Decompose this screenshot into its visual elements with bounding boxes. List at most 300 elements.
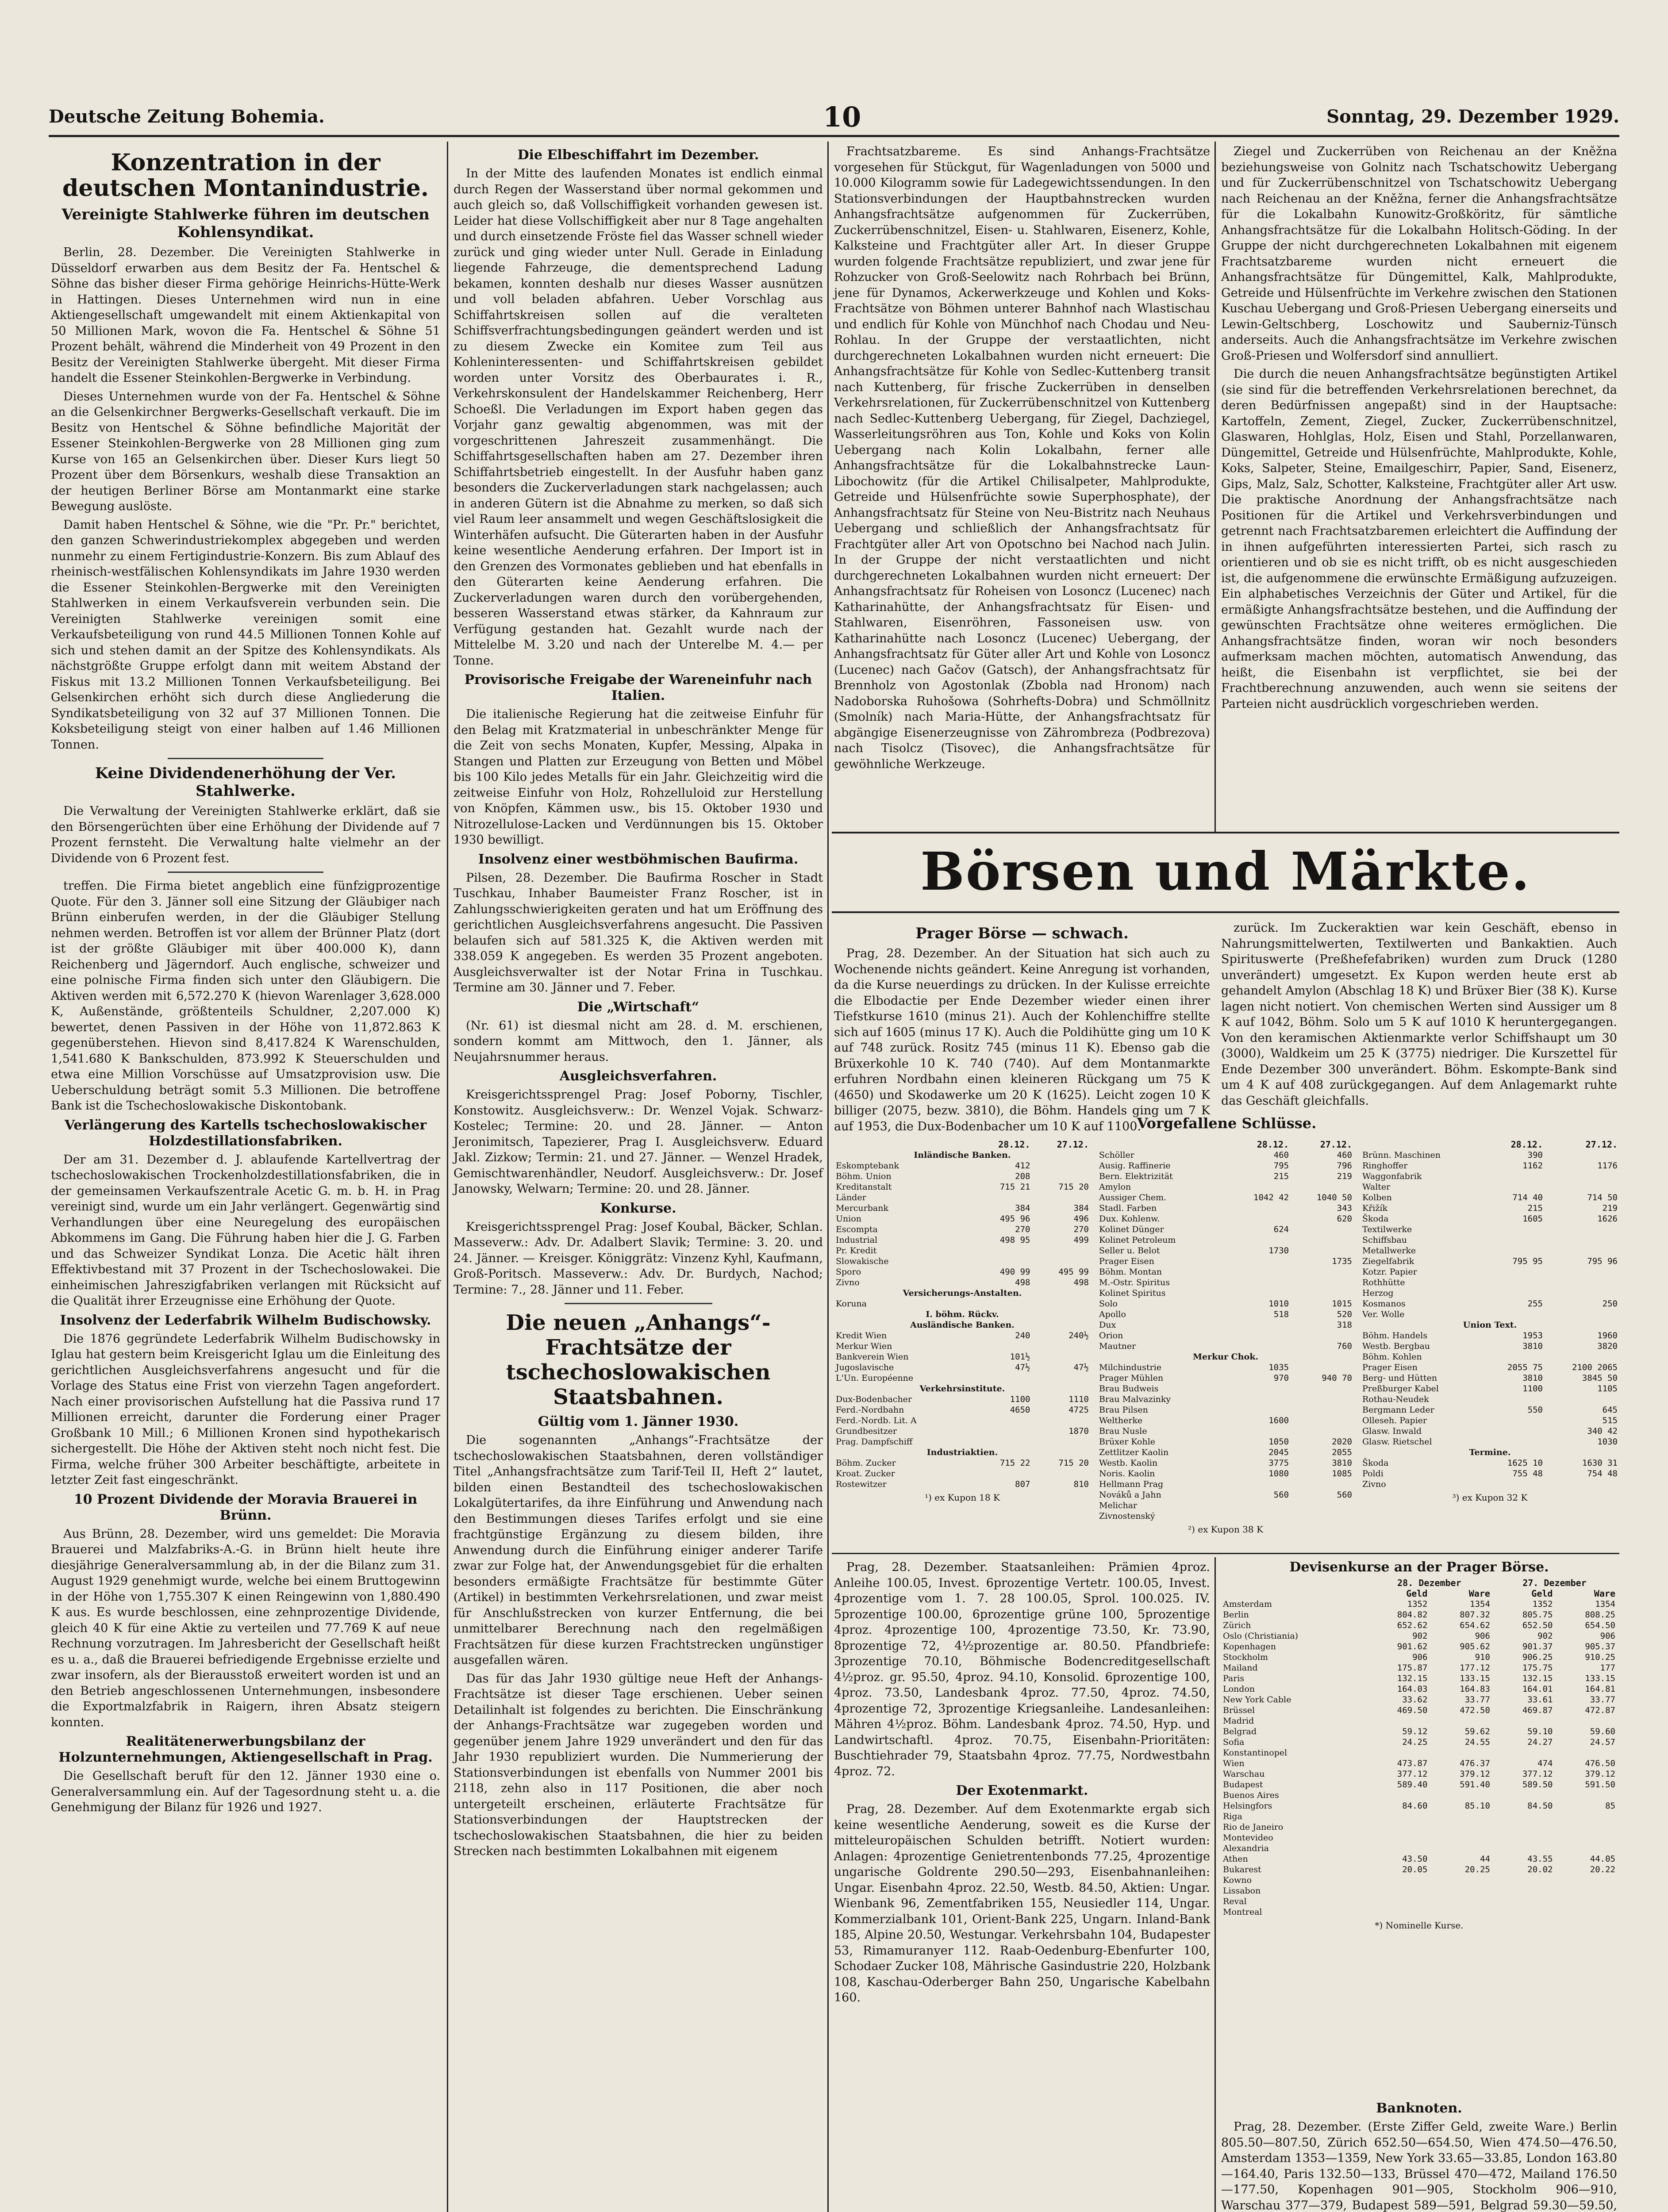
security-name: Milchindustrie (1099, 1363, 1161, 1372)
column-divider (827, 142, 829, 2212)
security-name: Riga (1223, 1812, 1242, 1821)
security-name: Aussiger Chem. (1099, 1193, 1167, 1202)
security-name: Kredit Wien (836, 1331, 887, 1340)
rate-value: 2055 (1332, 1448, 1352, 1457)
rate-value (1227, 1405, 1291, 1415)
table-row (1361, 1256, 1619, 1267)
security-name: Ferd.-Nordbahn (836, 1405, 904, 1415)
security-name: Nováků a Jahn (1099, 1490, 1161, 1500)
fx-title: Devisenkurse an der Prager Börse. (1289, 1559, 1549, 1575)
table-row (834, 1277, 1091, 1288)
table-row (1097, 1256, 1354, 1267)
rate-value (1429, 1896, 1492, 1907)
footnote: ³) ex Kupon 32 K (1452, 1492, 1528, 1503)
security-name: Glasw. Rietschel (1362, 1437, 1432, 1447)
rate-value (1545, 1245, 1619, 1256)
rate-value: 1100 (1010, 1394, 1030, 1404)
table-row (1097, 1436, 1354, 1447)
rate-value (1545, 1171, 1619, 1182)
separator (168, 872, 323, 873)
rate-value: 795 96 (1587, 1256, 1618, 1266)
table-row (1361, 1235, 1619, 1245)
rate-value: 1085 (1332, 1469, 1352, 1479)
security-name: Prager Eisen (1362, 1363, 1418, 1372)
rate-value: 33.61 (1527, 1695, 1553, 1705)
table-row (1097, 1245, 1354, 1256)
rate-value: 1730 (1268, 1246, 1289, 1256)
article-paragraph: Die Verwaltung der Vereinigten Stahlwerke erklärt, daß sie den Börsengerüchten über eine Erhöhung der Dividende auf 7 Prozent fernsteht. Die Verwaltung halte vielmehr an der Dividende von 6 Prozent fest. (51, 804, 440, 865)
table-row (1097, 1362, 1354, 1373)
closings-title: Vorgefallene Schlüsse. (1137, 1115, 1317, 1132)
rate-value (1485, 1288, 1545, 1298)
security-name: Budapest (1223, 1780, 1263, 1790)
table-row (1221, 1822, 1617, 1832)
rate-value (1227, 1288, 1291, 1298)
table-row (1097, 1330, 1354, 1341)
date-header: 27.12. (1320, 1139, 1352, 1150)
security-name: Union (836, 1214, 862, 1224)
table-row (1361, 1277, 1619, 1288)
rate-value: 175.87 (1397, 1663, 1428, 1673)
table-row (1097, 1500, 1354, 1511)
rate-value: 3845 50 (1582, 1373, 1618, 1383)
rate-value (1227, 1256, 1291, 1267)
security-name: Amylon (1099, 1182, 1131, 1192)
rate-value: 495 99 (1058, 1267, 1089, 1277)
security-name: Poldi (1362, 1469, 1384, 1479)
security-name: Merkur Wien (836, 1341, 892, 1351)
rate-value (1485, 1436, 1545, 1447)
security-name: Dux-Bodenbacher (836, 1394, 912, 1404)
table-row (834, 1330, 1091, 1341)
security-name: Kolinet Petroleum (1099, 1235, 1176, 1245)
table-row (1221, 1769, 1617, 1779)
security-name: Kopenhagen (1223, 1642, 1276, 1651)
rate-value (1485, 1182, 1545, 1192)
rate-value: 340 42 (1587, 1426, 1618, 1436)
table-row (1221, 1801, 1617, 1811)
article-headline: Provisorische Freigabe der Wareneinfuhr nach Italien. (464, 672, 812, 703)
security-name: Prag. Dampfschiff (836, 1437, 913, 1447)
rate-value: 499 (1073, 1235, 1089, 1245)
security-name: Konstantinopel (1223, 1748, 1288, 1758)
table-row (1097, 1203, 1354, 1214)
table-row (1097, 1479, 1354, 1490)
security-name: Weltherke (1099, 1416, 1143, 1425)
article-paragraph: treffen. Die Firma bietet angeblich eine fünfzigprozentige Quote. Für den 3. Jänner soll eine Sitzung der Gläubiger nach Brünn einberufen werden, in der die Gläubiger Stellung nehmen werden. Betroffen ist vor allem der Brünner Platz (dort ist der größte Gläubiger mit über 400.000 K), dann Reichenberg und Jägerndorf. Auch englische, schweizer und eine polnische Firma finden sich unter den Gläubigern. Die Aktiven werden mit 6,572.270 K (hievon Warenlager 3,628.000 K, Außenstände, größtenteils Schuldner, 2,207.000 K) bewertet, denen Passiven in der Höhe von 11,872.863 K gegenüberstehen. Hievon sind 8,417.824 K Warenschulden, 1,541.680 K Bankschulden, 873.992 K Steuerschulden und etwa eine Million Vorschüsse auf Umsatzprovision usw. Die Ueberschuldung beträgt somit 5.3 Millionen. Die betroffene Bank ist die Tschechoslowakische Diskontobank. (51, 879, 440, 1113)
column-2 (454, 144, 823, 2212)
rate-value (1485, 1277, 1545, 1288)
table-row (1361, 1245, 1619, 1256)
rate-value (1227, 1182, 1291, 1192)
table-row (1097, 1426, 1354, 1436)
security-name: Westb. Bergbau (1362, 1341, 1430, 1351)
article-headline: Verlängerung des Kartells tschechoslowakischer Holzdestillationsfabriken. (64, 1117, 427, 1149)
table-row (1361, 1330, 1619, 1341)
rate-value: 810 (1073, 1479, 1089, 1489)
rate-value (1545, 1235, 1619, 1245)
column-divider (447, 142, 448, 2212)
rate-value: 970 (1273, 1373, 1289, 1383)
rate-value: 164.83 (1460, 1684, 1490, 1694)
security-name: Paris (1223, 1674, 1245, 1683)
article-headline: Realitätenerwerbungsbilanz der Holzunternehmungen, Aktiengesellschaft in Prag. (58, 1734, 433, 1765)
rate-value (1554, 1790, 1617, 1801)
table-row (1361, 1298, 1619, 1309)
table-row (834, 1415, 1091, 1426)
rate-value (1032, 1160, 1091, 1171)
article-paragraph: Prag, 28. Dezember. Auf dem Exotenmarkte ergab sich keine wesentliche Aenderung, soweit es die Kurse der mitteleuropäischen Schulden betrifft. Notiert wurden: Anlagen: 4prozentige Genietrentenbonds 77.25, 4prozentige ungarische Goldrente 290.50—293, Eisenbahnanleihen: Ungar. Eisenbahn 4proz. 22.50, Westb. 84.50, Aktien: Ungar. Wienbank 96, Zementfabriken 155, Neusiedler 114, Ungar. Kommerzialbank 101, Orient-Bank 225, Ungarn. Inland-Bank 185, Alpine 20.50, Westungar. Verkehrsbahn 104, Budapester 53, Rimamuranyer 112. Raab-Oedenburg-Ebenfurter 100, Schodaer Zucker 108, Mährische Gasindustrie 220, Holzbank 108, Kaschau-Oderberger Bahn 250, Ungarische Kabelbahn 160. (834, 1802, 1210, 2005)
rate-value: 1030 (1597, 1437, 1618, 1447)
rate-value (1291, 1426, 1354, 1436)
table-row (1097, 1277, 1354, 1288)
table-row (1221, 1673, 1617, 1684)
rate-value: 384 (1015, 1203, 1030, 1213)
security-name: Bergmann Leder (1362, 1405, 1434, 1415)
masthead-date: Sonntag, 29. Dezember 1929. (1326, 106, 1619, 127)
rate-value: 3775 (1268, 1458, 1289, 1468)
rate-value: 1953 (1522, 1331, 1543, 1340)
rate-value (973, 1341, 1032, 1352)
rate-value (1485, 1171, 1545, 1182)
table-row (834, 1352, 1091, 1362)
security-name: Noris. Kaolin (1099, 1469, 1155, 1479)
rate-value: 518 (1273, 1310, 1289, 1319)
rate-value (1227, 1383, 1291, 1394)
rate-value: 902 (1537, 1631, 1553, 1641)
rate-value: 1042 42 (1253, 1193, 1289, 1202)
rate-value (1227, 1277, 1291, 1288)
rate-value: 255 (1527, 1299, 1543, 1309)
table-row (1361, 1150, 1619, 1160)
rate-value: 85 (1605, 1801, 1615, 1811)
rate-value: 715 20 (1058, 1182, 1089, 1192)
column-4 (1221, 144, 1617, 830)
rate-value: 20.05 (1402, 1865, 1428, 1874)
rate-value: 1080 (1268, 1469, 1289, 1479)
rate-value: 620 (1337, 1214, 1352, 1224)
rate-value: 133.15 (1460, 1674, 1490, 1683)
rate-value (1227, 1214, 1291, 1224)
rate-value (1227, 1267, 1291, 1277)
table-row (834, 1405, 1091, 1415)
rate-value: 1110 (1068, 1394, 1089, 1404)
rate-value: 1600 (1268, 1416, 1289, 1425)
rate-value (1485, 1426, 1545, 1436)
table-row (1361, 1436, 1619, 1447)
rate-value (1545, 1267, 1619, 1277)
separator (565, 1303, 712, 1304)
table-row (1361, 1224, 1619, 1235)
security-name: Rothau-Neudek (1362, 1394, 1429, 1404)
stock-table-b (1097, 1139, 1354, 1551)
table-row (1361, 1352, 1619, 1362)
column-divider (1214, 142, 1216, 832)
security-name: Grundbesitzer (836, 1426, 897, 1436)
table-row (1361, 1479, 1619, 1490)
table-row (1097, 1447, 1354, 1458)
security-name: Zivno (1362, 1479, 1386, 1489)
rate-value (1032, 1352, 1091, 1362)
rate-value: 905.62 (1460, 1642, 1490, 1651)
rate-value: 476.50 (1585, 1759, 1615, 1768)
security-name: Dux. Kohlenw. (1099, 1214, 1160, 1224)
column-divider (1214, 1557, 1216, 2212)
rate-value: 177.12 (1460, 1663, 1490, 1673)
security-name: Böhm. Union (836, 1171, 892, 1181)
security-name: Verkehrsinstitute. (919, 1384, 1005, 1394)
rate-value (1554, 1716, 1617, 1726)
security-name: Škoda (1362, 1214, 1389, 1224)
article-headline: Die Elbeschiffahrt im Dezember. (517, 147, 759, 163)
rate-value (1545, 1182, 1619, 1192)
security-name: Schöller (1099, 1150, 1134, 1160)
security-name: Industrial (836, 1235, 878, 1245)
rate-value: 4650 (1010, 1405, 1030, 1415)
rate-value (973, 1436, 1032, 1447)
rate-value (973, 1192, 1032, 1203)
rate-value (1227, 1479, 1291, 1490)
table-row (1097, 1298, 1354, 1309)
column-3 (834, 144, 1210, 830)
rate-value: 498 (1015, 1278, 1030, 1287)
rate-value (973, 1256, 1032, 1267)
table-row (1097, 1171, 1354, 1182)
security-name: Stockholm (1223, 1652, 1268, 1662)
security-name: Herzog (1362, 1288, 1394, 1298)
fx-footnote: *) Nominelle Kurse. (1375, 1920, 1464, 1931)
rate-value (1367, 1886, 1430, 1896)
table-row (1361, 1341, 1619, 1352)
rate-value: 591.40 (1460, 1780, 1490, 1790)
security-name: Eskomptebank (836, 1161, 899, 1171)
fx-col-header: Geld (1531, 1588, 1553, 1599)
security-name: Lissabon (1223, 1886, 1261, 1896)
table-row (1221, 1907, 1617, 1917)
rate-value: 804.82 (1397, 1610, 1428, 1620)
rate-value: 47½ (1015, 1363, 1030, 1372)
rate-value (1429, 1907, 1492, 1917)
table-row (1097, 1192, 1354, 1203)
rate-value: 43.55 (1527, 1854, 1553, 1864)
rate-value (1291, 1288, 1354, 1298)
security-name: Škoda (1362, 1458, 1389, 1468)
table-row (1221, 1779, 1617, 1790)
rate-value: 1354 (1595, 1599, 1615, 1609)
table-row (1221, 1705, 1617, 1716)
table-row (1097, 1182, 1354, 1192)
table-row (1221, 1843, 1617, 1854)
security-name: Kolben (1362, 1193, 1392, 1202)
security-name: Jugoslavische (836, 1363, 894, 1372)
article-paragraph: Prag, 28. Dezember. Staatsanleihen: Prämien 4proz. Anleihe 100.05, Invest. 6prozentige Vertetr. 100.05, Invest. 4prozentige vom 1. 7. 28 100.05, Sprol. 100.025. IV. 5prozentige 100.00, 6prozentige grüne 100, 5prozentige 4proz. 4prozentige 100, 4prozentige 73.50, Kr. 73.90, 8prozentige 72, 4½prozentige ar. 80.50. Pfandbriefe: 3prozentige 70.10, Böhmische Bodencreditgesellschaft 4½proz. gr. 95.50, 4proz. 94.10, Konsolid. 6prozentige 100, 4proz. 73.50, Landesbank 4proz. 77.50, 4proz. 74.50, 4prozentige 72, 3prozentige Kriegsanleihe. Landesanleihen: Mähren 4½proz. Böhm. Landesbank 4proz. 74.50, Hyp. und Landwirtschaftl. 4proz. 70.75, Eisenbahn-Prioritäten: Buschtiehrader 79, Staatsbahn 4proz. 77.75, Nordwestbahn 4proz. 72. (834, 1560, 1210, 1778)
table-row (834, 1171, 1091, 1182)
table-row (1221, 1620, 1617, 1631)
security-name: Seller u. Belot (1099, 1246, 1160, 1256)
rate-value (1291, 1362, 1354, 1373)
security-name: Berlin (1223, 1610, 1249, 1620)
article-headline: Banknoten. (1376, 2101, 1462, 2116)
rate-value: 906 (1600, 1631, 1615, 1641)
rate-value (1545, 1288, 1619, 1298)
rate-value (1485, 1267, 1545, 1277)
table-row (834, 1436, 1091, 1447)
security-name: Slowakische (836, 1256, 889, 1266)
rate-value (1291, 1383, 1354, 1394)
rate-value: 905.37 (1585, 1642, 1615, 1651)
table-row (834, 1267, 1091, 1277)
fx-date-header: 27. Dezember (1522, 1578, 1587, 1588)
table-row (1221, 1790, 1617, 1801)
rate-value (973, 1245, 1032, 1256)
rate-value: 1176 (1597, 1161, 1618, 1171)
rate-value: 20.22 (1590, 1865, 1615, 1874)
rate-value (1291, 1277, 1354, 1288)
rate-value (1032, 1415, 1091, 1426)
table-row (834, 1320, 1091, 1330)
rate-value (1545, 1394, 1619, 1405)
security-name: Rothhütte (1362, 1278, 1405, 1287)
table-row (1361, 1362, 1619, 1373)
rate-value (1429, 1811, 1492, 1822)
masthead-newspaper-name: Deutsche Zeitung Bohemia. (49, 106, 325, 127)
rate-value (1291, 1500, 1354, 1511)
rate-value: 754 48 (1587, 1469, 1618, 1479)
rate-value (1554, 1886, 1617, 1896)
security-name: Kolinet Dünger (1099, 1225, 1164, 1234)
article-headline: 10 Prozent Dividende der Moravia Brauerei in Brünn. (73, 1491, 418, 1523)
separator (168, 758, 323, 759)
rate-value (1492, 1790, 1555, 1801)
fx-date-header: 28. Dezember (1397, 1578, 1461, 1588)
bourse-report-right (1221, 920, 1617, 1115)
security-name: Böhm. Montan (1099, 1267, 1162, 1277)
section-rule (832, 1553, 1619, 1554)
security-name: Preßburger Kabel (1362, 1384, 1439, 1394)
rate-value (1429, 1843, 1492, 1854)
security-name: Stadl. Farben (1099, 1203, 1157, 1213)
security-name: Pr. Kredit (836, 1246, 877, 1256)
date-header: 28.12. (1510, 1139, 1543, 1150)
table-row (1097, 1160, 1354, 1171)
table-row (1361, 1160, 1619, 1171)
rate-value: 1162 (1522, 1161, 1543, 1171)
rate-value (973, 1373, 1032, 1383)
rate-value (1429, 1886, 1492, 1896)
fx-table (1221, 1578, 1617, 1917)
rate-value: 1870 (1068, 1426, 1089, 1436)
security-name: Industriaktien. (926, 1448, 998, 1457)
rate-value: 164.81 (1585, 1684, 1615, 1694)
security-name: Mailand (1223, 1663, 1258, 1673)
article-paragraph: Prag, 28. Dezember. An der Situation hat sich auch zu Wochenende nichts geändert. Keine Anregung ist vorhanden, da die Kurse neuerdings zu drücken. In der Kulisse erreichte die Elbodactie per Ende Dezember wieder einen ihrer Tiefstkurse 1610 (minus 21). Auch der Kohlenchiffre stellte sich auf 1605 (minus 17 K). Auch die Poldihütte ging um 10 K auf 748 zurück. Rositz 745 (minus 11 K). Ebenso gab die Brüxerkohle 10 K. 740 (740). Auf dem Montanmarkte erfuhren Nordbahn einen kleineren Rückgang um 75 K (4650) und Skodawerke um 20 K (1625). Leicht zogen 10 K billiger (2075, bezw. 3810), die Böhm. Handels ging um 7 K auf 1953, die Dux-Bodenbacher um 10 K auf 1100. (834, 947, 1210, 1133)
rate-value (1227, 1320, 1291, 1330)
table-row (1221, 1663, 1617, 1673)
rate-value (1367, 1811, 1430, 1822)
security-name: Textilwerke (1362, 1225, 1412, 1234)
table-row (834, 1309, 1091, 1320)
rate-value (1492, 1811, 1555, 1822)
rate-value: 1630 31 (1582, 1458, 1618, 1468)
security-name: Montevideo (1223, 1833, 1273, 1843)
footnote: ²) ex Kupon 38 K (1188, 1524, 1263, 1535)
rate-value (1485, 1352, 1545, 1362)
rate-value: 44 (1480, 1854, 1490, 1864)
security-name: Bankverein Wien (836, 1352, 909, 1362)
rate-value (1554, 1875, 1617, 1886)
security-name: Apollo (1099, 1310, 1126, 1319)
rate-value (1429, 1822, 1492, 1832)
security-name: Glasw. Inwald (1362, 1426, 1422, 1436)
rate-value (1554, 1747, 1617, 1758)
rate-value (1492, 1716, 1555, 1726)
security-name: Brünn. Maschinen (1362, 1150, 1441, 1160)
stock-table (1097, 1139, 1354, 1521)
security-name: I. böhm. Rückv. (926, 1310, 999, 1319)
rate-value: 472.50 (1460, 1705, 1490, 1715)
rate-value (1485, 1394, 1545, 1405)
rate-value: 652.50 (1522, 1621, 1553, 1630)
security-name: Mercurbank (836, 1203, 888, 1213)
security-name: Helsingfors (1223, 1801, 1272, 1811)
security-name: Ferd.-Nordb. Lit. A (836, 1416, 917, 1425)
rate-value: 495 96 (999, 1214, 1030, 1224)
article-paragraph: Prag, 28. Dezember. (Erste Ziffer Geld, zweite Ware.) Berlin 805.50—807.50, Zürich 652.50—654.50, Wien 474.50—476.50, Amsterdam 1353—1359, New York 33.65—33.85, London 163.80—164.40, Paris 132.50—133, Brüssel 470—472, Mailand 176.50—177.50, Kopenhagen 901—905, Stockholm 906—910, Warschau 377—379, Budapest 589—591, Belgrad 59.30—59.50, (1221, 2120, 1617, 2212)
table-row (1361, 1309, 1619, 1320)
rate-value: 654.62 (1460, 1621, 1490, 1630)
table-row (1361, 1192, 1619, 1203)
security-name: Rostewitzer (836, 1479, 887, 1489)
rate-value (1032, 1298, 1091, 1309)
rate-value (1367, 1843, 1430, 1854)
table-row (1221, 1694, 1617, 1705)
rate-value: 33.77 (1590, 1695, 1615, 1705)
table-row (1097, 1415, 1354, 1426)
rate-value (1492, 1896, 1555, 1907)
rate-value: 490 99 (999, 1267, 1030, 1277)
security-name: Kreditanstalt (836, 1182, 892, 1192)
security-name: Bern. Elektrizität (1099, 1171, 1173, 1181)
rate-value (1492, 1875, 1555, 1886)
table-row (1097, 1309, 1354, 1320)
article-headline: Insolvenz der Lederfabrik Wilhelm Budischowsky. (60, 1312, 431, 1328)
table-row (1097, 1150, 1354, 1160)
table-row (834, 1394, 1091, 1405)
rate-value: 550 (1527, 1405, 1543, 1415)
table-row (1097, 1341, 1354, 1352)
rate-value: 379.12 (1460, 1769, 1490, 1779)
table-row (834, 1150, 1091, 1160)
security-name: Länder (836, 1193, 866, 1202)
security-name: Versicherungs-Anstalten. (903, 1288, 1022, 1298)
rate-value: 133.15 (1585, 1674, 1615, 1683)
bonds-and-exotic-report (834, 1559, 1210, 2212)
bourse-report-left (834, 920, 1210, 1133)
rate-value (1492, 1907, 1555, 1917)
security-name: Schiffsbau (1362, 1235, 1407, 1245)
rate-value (973, 1415, 1032, 1426)
rate-value (1492, 1886, 1555, 1896)
rate-value: 85.10 (1464, 1801, 1490, 1811)
security-name: Kroat. Zucker (836, 1469, 895, 1479)
stock-table-c (1361, 1139, 1619, 1551)
rate-value: 1626 (1597, 1214, 1618, 1224)
rate-value (1227, 1394, 1291, 1405)
security-name: New York Cable (1223, 1695, 1291, 1705)
table-row (1221, 1737, 1617, 1747)
rate-value: 412 (1015, 1161, 1030, 1171)
security-name: Olleseh. Papier (1362, 1416, 1427, 1425)
